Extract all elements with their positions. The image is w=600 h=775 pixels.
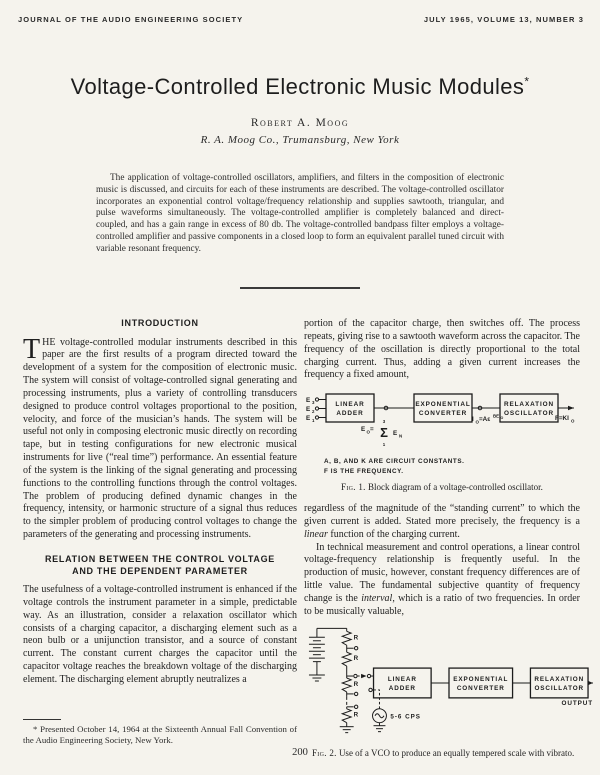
figure-1 (304, 390, 580, 493)
svg-text:O: O (475, 419, 479, 425)
fig2-box-exponential-converter: EXPONENTIAL (453, 675, 509, 683)
heading-introduction: INTRODUCTION (121, 318, 199, 328)
svg-text:Σ: Σ (380, 425, 388, 441)
svg-text:3: 3 (312, 400, 315, 406)
page-title: Voltage-Controlled Electronic Music Modules* (70, 74, 530, 99)
svg-text:O: O (366, 429, 370, 435)
svg-text:=Aε: =Aε (479, 416, 491, 424)
section-divider-rule (240, 287, 360, 289)
footnote-rule (23, 719, 61, 720)
fig1-box-exponential-converter: EXPONENTIAL (415, 401, 471, 409)
svg-text:CONVERTER: CONVERTER (418, 410, 468, 418)
fig2-resistor-r2: R (353, 654, 359, 662)
issue-info: JULY 1965, VOLUME 13, NUMBER 3 (423, 15, 584, 24)
fig1-equation-sum (361, 419, 402, 447)
fig2-box-relaxation-oscillator: RELAXATION (534, 675, 585, 683)
fig1-box-linear-adder: LINEAR (335, 401, 365, 409)
heading-relation: RELATION BETWEEN THE CONTROL VOLTAGE AND THE DEPENDENT PARAMETER (44, 554, 276, 576)
fig1-input-e3: E (306, 397, 311, 405)
fig2-box-linear-adder: LINEAR (387, 675, 417, 683)
svg-text:ADDER: ADDER (336, 410, 364, 418)
figure-2 (304, 623, 594, 759)
drop-cap: T (23, 333, 41, 365)
svg-text:3: 3 (382, 419, 386, 425)
svg-text:I: I (472, 416, 474, 424)
fig1-box-relaxation-oscillator: RELAXATION (503, 401, 555, 409)
fig1-equation-exp (472, 414, 504, 425)
fig2-oscillator-rate: 5-6 CPS (390, 713, 421, 721)
svg-text:1: 1 (312, 418, 315, 424)
paragraph-interval: In technical measurement and control operations, a linear control voltage-frequency relationship is frequently useful. In the production of music, however, constant frequency differences are of little value. The fundamental subjective quantity of frequency change is the interval, which is a ratio of two frequencies. In order to be musically valuable, (304, 541, 581, 617)
svg-text:2: 2 (312, 409, 315, 415)
paragraph-standing-current: regardless of the magnitude of the “standing current” to which the given current is added. Stated more precisely, the frequency is a linear function of the charging current. (304, 503, 580, 540)
abstract-text: The application of voltage-controlled oscillators, amplifiers, and filters in the composition of electronic music is discussed, and circuits for each of these instruments are described. The voltage-controlled oscillator incorporates an exponential control voltage/frequency relationship and supplies sawtooth, triangular, and pulse waveforms simultaneously. The voltage-controlled amplifier is completely balanced and direct-coupled, and has a gain range in excess of 80 db. The voltage-controlled bandpass filter employs a voltage-controlled amplifier and passive components in a closed loop to form an equivalent parallel tuned circuit with variable resonant frequency. (96, 173, 504, 254)
author-affiliation: R. A. Moog Co., Trumansburg, New York (200, 134, 400, 146)
svg-text:1: 1 (382, 442, 386, 448)
fig2-resistor-r4: R (353, 711, 359, 719)
svg-text:OSCILLATOR: OSCILLATOR (504, 410, 554, 418)
page-number: 200 (292, 747, 308, 758)
running-head (18, 15, 584, 24)
figure-1-notes: A, B, AND K ARE CIRCUIT CONSTANTS. F IS THE FREQUENCY. (324, 458, 465, 475)
svg-text:N: N (399, 433, 403, 439)
abstract (96, 173, 504, 256)
fig1-input-e2: E (306, 406, 311, 414)
presentation-footnote: * Presented October 14, 1964 at the Sixteenth Annual Fall Convention of the Audio Engineering Society, New York. (23, 719, 297, 747)
fig2-resistor-r1: R (353, 633, 359, 641)
figure-2-diagram (304, 623, 594, 739)
fig2-output-label: OUTPUT (561, 699, 594, 707)
paragraph-continued: portion of the capacitor charge, then switches off. The process repeats, giving rise to a sawtooth waveform across the capacitor. The frequency of the oscillation is directly proportional to the total charging current. Thus, adding a given current increases the frequency a fixed amount, (304, 318, 580, 381)
svg-text:=: = (370, 426, 374, 434)
svg-text:E: E (393, 430, 398, 438)
figure-1-caption: Fig. 1. Block diagram of a voltage-controlled oscillator. (341, 482, 543, 493)
svg-text:BE: BE (493, 413, 500, 419)
svg-text:OSCILLATOR: OSCILLATOR (534, 684, 585, 692)
fig2-resistor-r3: R (353, 680, 359, 688)
figure-2-caption: Fig. 2. Use of a VCO to produce an equally tempered scale with vibrato. (312, 747, 575, 758)
journal-name: JOURNAL OF THE AUDIO ENGINEERING SOCIETY (18, 15, 244, 24)
figure-1-diagram (304, 390, 580, 450)
svg-text:E: E (361, 426, 366, 434)
svg-text:CONVERTER: CONVERTER (456, 684, 505, 692)
right-column (304, 318, 594, 769)
title-footnote-marker: * (524, 74, 530, 89)
paragraph-intro: THE voltage-controlled modular instruments described in this paper are the first results of a program directed toward the development of a system for the composition of electronic music. The system will consist of voltage-controlled signal generating and processing instruments, plus a variety of controlling transducers designed to produce control voltages proportional to the position, velocity, and force of the musician’s hands. The system will be useful not only in composing electronic music directly on recording tape, but in testing configurations for new electronic musical instruments for live (“real time”) performance. An essential feature of the system is the linking of the signal generating and processing functions to the controlling functions through the control voltages. The problem of producing defined dynamic changes in the frequency, intensity, or harmonic structure of a signal thus reduces to the simpler problem of producing control voltages to change the parameters of the generating and processing instruments. (23, 333, 297, 541)
svg-text:ADDER: ADDER (388, 684, 416, 692)
svg-text:O: O (500, 416, 504, 421)
fig1-input-e1: E (306, 415, 311, 423)
author-name: Robert A. Moog (250, 117, 350, 129)
svg-text:O: O (571, 418, 575, 424)
svg-text:F=KI: F=KI (555, 415, 569, 423)
paragraph-relation: The usefulness of a voltage-controlled instrument is enhanced if the voltage controls the instrument parameter in a simple, predictable way. As an illustration, consider a relaxation oscillator which consists of a charging capacitor, a discharging element such as a neon bulb or a unijunction transistor, and a source of constant current. The constant current charges the capacitor until the capacitor voltage reaches the breakdown voltage of the discharging element. The discharging element abruptly neutralizes a (23, 584, 297, 685)
left-column (23, 318, 297, 687)
